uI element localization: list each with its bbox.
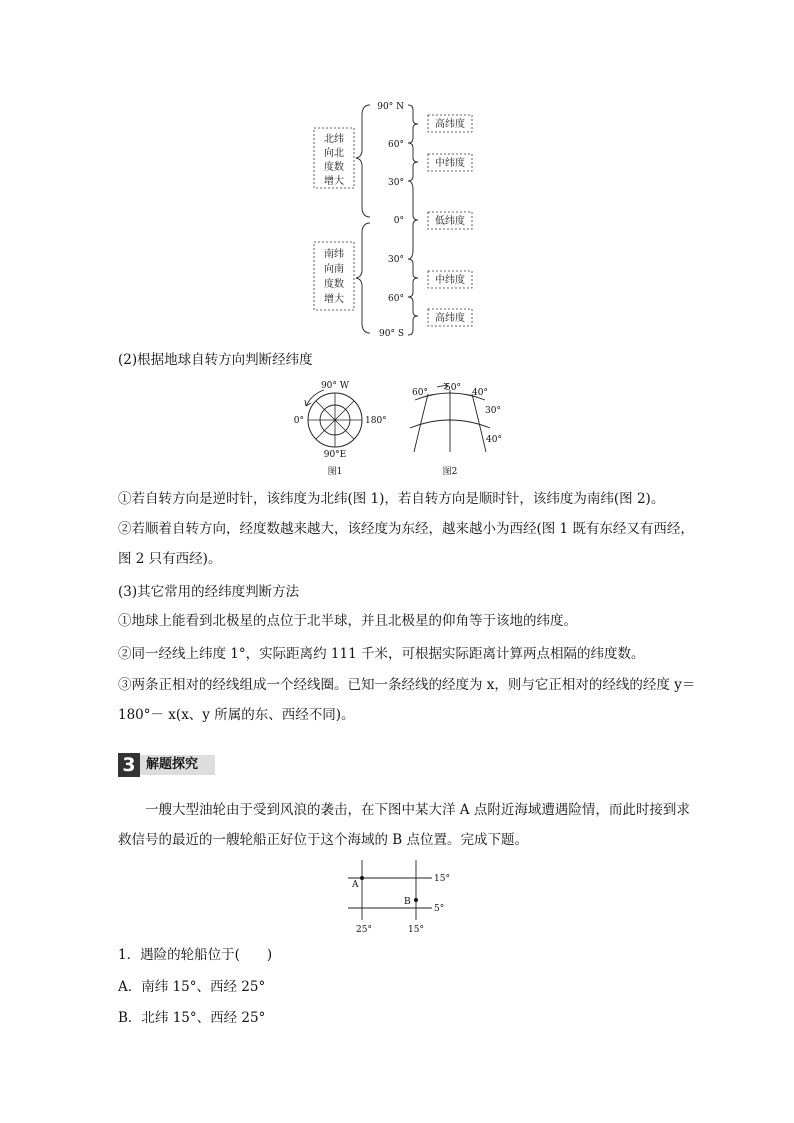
- point-a-marker: [360, 876, 364, 880]
- south-label-line-4: 增大: [324, 294, 344, 305]
- tick-90s: 90° S: [379, 329, 404, 339]
- rotation-figures: [290, 378, 510, 480]
- fig2-lon-50: 50°: [445, 383, 461, 393]
- section-number-badge: 3: [118, 753, 140, 777]
- problem-intro: 一艘大型油轮由于受到风浪的袭击，在下图中某大洋 A 点附近海域遭遇险情，而此时接到求救信号的最近的一艘轮船正好位于这个海域的 B 点位置。完成下题。: [118, 802, 690, 848]
- north-label-line-3: 度数: [324, 162, 344, 173]
- fig1-top-label: 90° W: [320, 381, 350, 391]
- mid-south-brace: [408, 259, 418, 297]
- tick-30n: 30°: [388, 178, 404, 188]
- section-3-heading: (3)其它常用的经纬度判断方法: [118, 584, 300, 600]
- low-brace: [408, 181, 418, 259]
- high-north-brace: [408, 105, 418, 143]
- figure-2: [410, 383, 502, 477]
- fig1-caption: 图1: [327, 467, 343, 477]
- section-3-point-2: ②同一经线上纬度 1°，实际距离约 111 千米，可根据实际距离计算两点相隔的纬度数。: [118, 646, 645, 662]
- south-label-line-3: 度数: [324, 279, 344, 290]
- north-label-line-4: 增大: [324, 176, 344, 187]
- fig2-lat-30: 30°: [485, 406, 501, 416]
- point-a-label: A: [352, 880, 359, 890]
- fig2-lon-60: 60°: [412, 388, 428, 398]
- tick-60s: 60°: [388, 294, 404, 304]
- mid-north-brace: [408, 143, 418, 181]
- south-brace: [356, 223, 370, 333]
- north-label-line-1: 北纬: [324, 134, 344, 145]
- section-2-point-1: ①若自转方向是逆时针，该纬度为北纬(图 1)，若自转方向是顺时针，该纬度为南纬(图 2)。: [118, 491, 665, 507]
- tick-60n: 60°: [388, 140, 404, 150]
- latitude-zone-diagram: [300, 95, 500, 345]
- high-south-brace: [408, 297, 418, 335]
- ocean-grid-figure: [340, 858, 460, 936]
- grid-lon-right: 15°: [408, 925, 424, 935]
- question-1: 1．遇险的轮船位于( ): [118, 947, 273, 963]
- section-3-point-1: ①地球上能看到北极星的点位于北半球，并且北极星的仰角等于该地的纬度。: [118, 613, 577, 629]
- point-b-label: B: [404, 897, 411, 907]
- zone-high-south: 高纬度: [435, 313, 465, 324]
- north-brace: [356, 105, 370, 217]
- zone-high-north: 高纬度: [435, 119, 465, 130]
- section-3-point-3: ③两条正相对的经线组成一个经线圈。已知一条经线的经度为 x，则与它正相对的经线的经度 y＝180°－ x(x、y 所属的东、西经不同)。: [118, 677, 696, 723]
- zone-mid-south: 中纬度: [435, 275, 465, 286]
- fig1-left-label: 0°: [293, 416, 304, 426]
- figure-1: [294, 381, 387, 477]
- option-a[interactable]: A．南纬 15°、西经 25°: [118, 979, 266, 995]
- section-header-title: 解题探究: [146, 757, 199, 772]
- grid-lon-left: 25°: [356, 925, 372, 935]
- zone-mid-north: 中纬度: [435, 158, 465, 169]
- tick-0: 0°: [393, 216, 404, 226]
- south-label-line-2: 向南: [324, 264, 344, 275]
- zone-low: 低纬度: [435, 216, 465, 227]
- grid-lat-bottom: 5°: [434, 904, 445, 914]
- north-label-line-2: 向北: [324, 148, 344, 159]
- fig1-bottom-label: 90°E: [323, 450, 347, 460]
- option-b[interactable]: B．北纬 15°、西经 25°: [118, 1010, 266, 1026]
- grid-lat-top: 15°: [434, 874, 450, 884]
- point-b-marker: [414, 898, 418, 902]
- section-2-point-2: ②若顺着自转方向，经度数越来越大，该经度为东经，越来越小为西经(图 1 既有东经又有西经，图 2 只有西经)。: [118, 521, 694, 567]
- south-label-line-1: 南纬: [324, 249, 344, 260]
- tick-30s: 30°: [388, 255, 404, 265]
- counterclockwise-arrow: [306, 390, 324, 406]
- section-2-heading: (2)根据地球自转方向判断经纬度: [118, 352, 313, 368]
- fig2-lat-40: 40°: [486, 435, 502, 445]
- fig1-right-label: 180°: [365, 416, 387, 426]
- fig2-lon-40: 40°: [472, 388, 488, 398]
- tick-90n: 90° N: [377, 102, 404, 112]
- fig2-caption: 图2: [442, 467, 458, 477]
